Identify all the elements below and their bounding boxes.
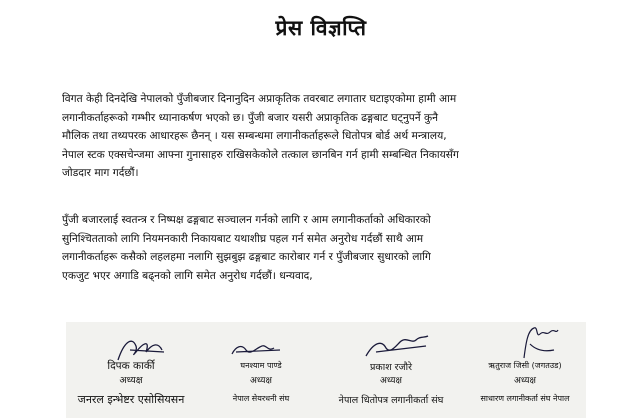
signatory-role: अध्यक्ष	[119, 375, 143, 386]
signature-scrawl-2	[206, 322, 316, 364]
signatory-name: दिपक कार्की	[107, 360, 155, 372]
paragraph-line: सुनिश्चितताको लागि नियमनकारी निकायबाट यथाशीघ्र पहल गर्न समेत अनुरोध गर्दछौं साथै आम	[62, 232, 424, 245]
signatory-name: घनश्याम पाण्डे	[240, 361, 282, 370]
paragraph-line: पुँजी बजारलाई स्वतन्त्र र निष्पक्ष ढङ्गबाट सञ्चालन गर्नको लागि र आम लगानीकर्ताको अधिकारको	[62, 214, 431, 226]
signatory-role: अध्यक्ष	[380, 376, 402, 386]
paragraph-line: लगानीकर्ताहरू कसैको लहलहमा नलागि सुझबुझ ढङ्गबाट कारोबार गर्न र पुँजीबजार सुधारको लागि	[62, 251, 431, 264]
signatory-org: जनरल इन्भेष्टर एसोसियसन	[77, 393, 185, 406]
paragraph-line: मौलिक तथा तथ्यपरक आधारहरू छैनन् । यस सम्बन्धमा लगानीकर्ताहरूले धितोपत्र बोर्ड अर्थ मन्त्रालय,	[62, 130, 447, 143]
signatory-role: अध्यक्ष	[514, 376, 536, 386]
paragraph-line: लगानीकर्ताहरूको गम्भीर ध्यानाकर्षण भएको छ। पुँजी बजार यसरी अप्राकृतिक ढङ्गबाट घट्नुपर्ने कुनै	[62, 111, 439, 124]
signatory-2	[206, 322, 316, 418]
document-title: प्रेस विज्ञप्ति	[275, 16, 367, 40]
signatory-org: नेपाल सेयरधनी संघ	[232, 394, 290, 403]
paragraph-line: एकजुट भएर अगाडि बढ्नको लागि समेत अनुरोध गर्दछौं। धन्यवाद,	[62, 269, 313, 282]
signatory-org: नेपाल धितोपत्र लगानीकर्ता संघ	[338, 395, 444, 406]
signatory-org: साधारण लगानीकर्ता संघ नेपाल	[480, 394, 570, 403]
signature-block	[66, 322, 586, 418]
signatory-role: अध्यक्ष	[250, 376, 272, 386]
signatory-name: प्रकाश रजौरे	[370, 362, 412, 373]
paragraph-line: जोडदार माग गर्दछौं।	[62, 167, 139, 180]
signature-scrawl-3	[326, 322, 456, 364]
paragraph-line: विगत केही दिनदेखि नेपालको पुँजीबजार दिनानुदिन अप्राकृतिक तवरबाट लगातार घटाइएकोमा हामी आम	[62, 93, 457, 105]
signatory-3	[326, 322, 456, 418]
signatory-name: ऋतुराज जिसी (जगतउड)	[488, 361, 562, 370]
paragraph-2	[62, 211, 582, 285]
signatory-4	[464, 322, 586, 418]
signatory-1	[66, 322, 196, 418]
paragraph-1	[62, 90, 582, 183]
paragraph-line: नेपाल स्टक एक्सचेन्जमा आफ्ना गुनासाहरु राखिसकेकोले तत्काल छानबिन गर्न हामी सम्बन्धित निकायसँग	[62, 148, 459, 161]
